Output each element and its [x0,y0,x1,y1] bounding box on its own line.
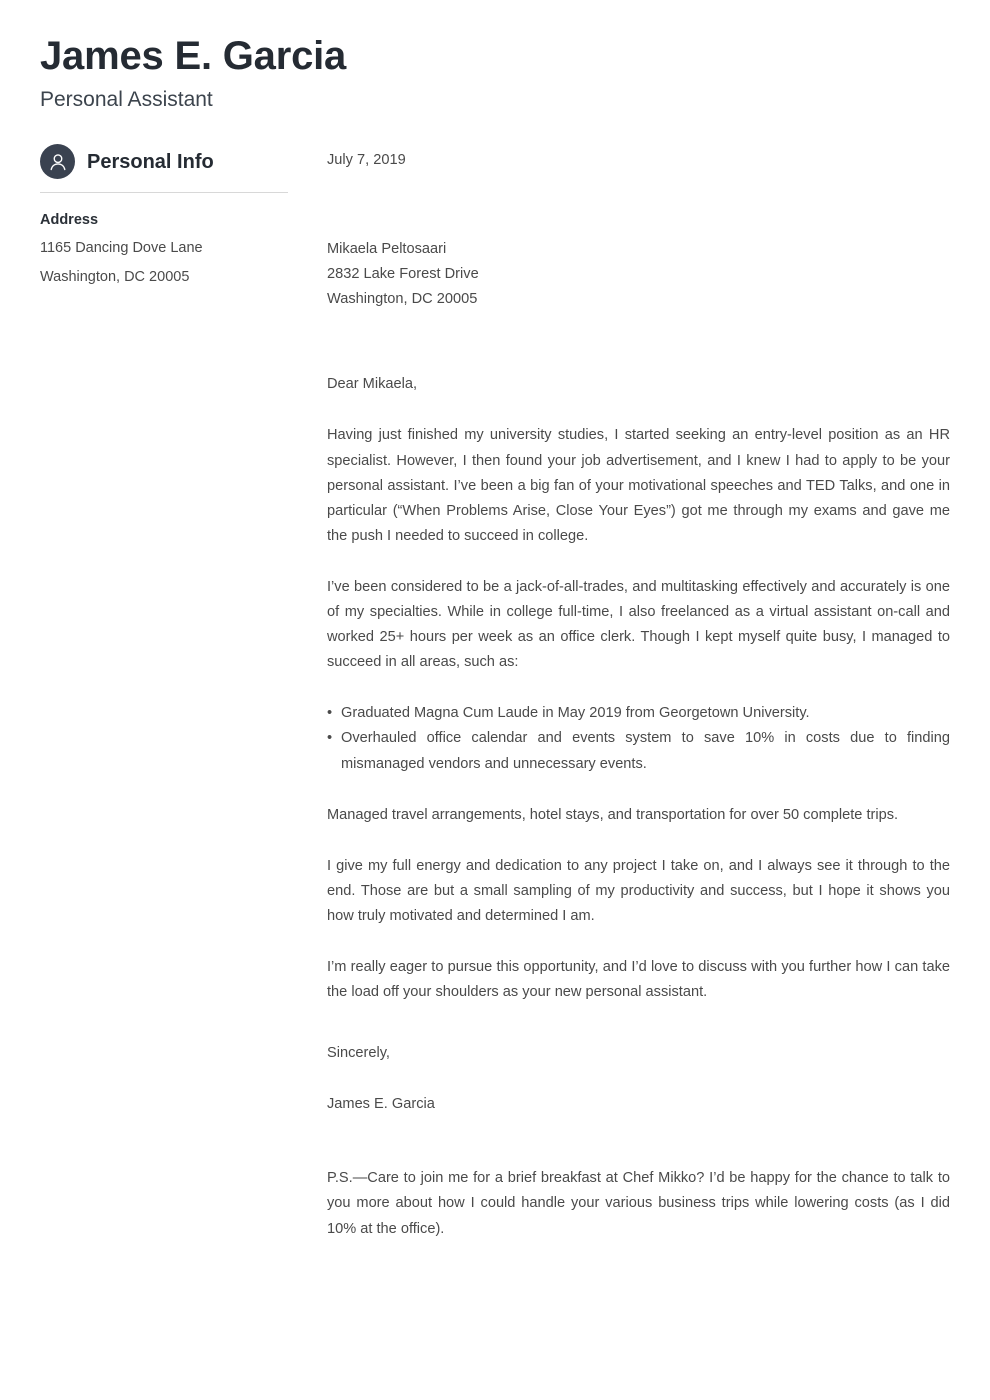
body-paragraph-4: I give my full energy and dedication to any project I take on, and I always see it through to the end. Those are but a small sampling of my productivity and success, but I hope it shows you how truly motivated and determined I am. [327,857,950,924]
address-line-1: 1165 Dancing Dove Lane [40,240,203,257]
recipient-name: Mikaela Peltosaari [327,241,447,258]
address-line-2: Washington, DC 20005 [40,269,190,286]
section-title: Personal Info [87,150,214,173]
recipient-city-state-zip: Washington, DC 20005 [327,291,478,308]
body-paragraph-5: I’m really eager to pursue this opportunity, and I’d love to discuss with you further how I can take the load off your shoulders as your new personal assistant. [327,958,950,1001]
letter-body [327,148,950,1242]
body-paragraph-2: I’ve been considered to be a jack-of-all-trades, and multitasking effectively and accurately is one of my specialties. While in college full-time, I also freelanced as a virtual assistant on-call and worked 25+ hours per week as an office clerk. Though I kept myself quite busy, I managed to succeed in all areas, such as: [327,578,950,671]
letter-header [40,34,640,112]
address-label: Address [40,212,99,228]
list-item: • Overhauled office calendar and events system to save 10% in costs due to finding mismanaged vendors and unnecessary events. [327,726,950,776]
closing-salutation: Sincerely, [327,1045,390,1062]
person-icon [40,144,75,179]
section-divider [40,192,288,193]
page-title: James E. Garcia [40,34,347,78]
recipient-address-block [327,173,950,312]
body-paragraph-1: Having just finished my university studies, I started seeking an entry-level position as an HR specialist. However, I then found your job advertisement, and I knew I had to apply to be your personal assistant. I’ve been a big fan of your motivational speeches and TED Talks, and one in particular (“When Problems Arise, Close Your Eyes”) got me through my exams and gave me the push I needed to succeed in college. [327,427,950,544]
salutation: Dear Mikaela, [327,376,418,393]
body-paragraph-3: Managed travel arrangements, hotel stays, and transportation for over 50 complete trips. [327,806,899,823]
personal-info-heading [40,144,288,179]
list-item: • Graduated Magna Cum Laude in May 2019 from Georgetown University. [327,701,950,726]
applicant-job-title: Personal Assistant [40,88,213,111]
postscript-paragraph: P.S.—Care to join me for a brief breakfast at Chef Mikko? I’d be happy for the chance to talk to you more about how I could handle your various business trips while lowering costs (as I did 10% at the office). [327,1170,950,1237]
letter-date: July 7, 2019 [327,152,406,168]
personal-info-sidebar [40,144,288,288]
recipient-street: 2832 Lake Forest Drive [327,266,479,283]
achievement-list [327,675,950,776]
signature-name: James E. Garcia [327,1096,435,1113]
